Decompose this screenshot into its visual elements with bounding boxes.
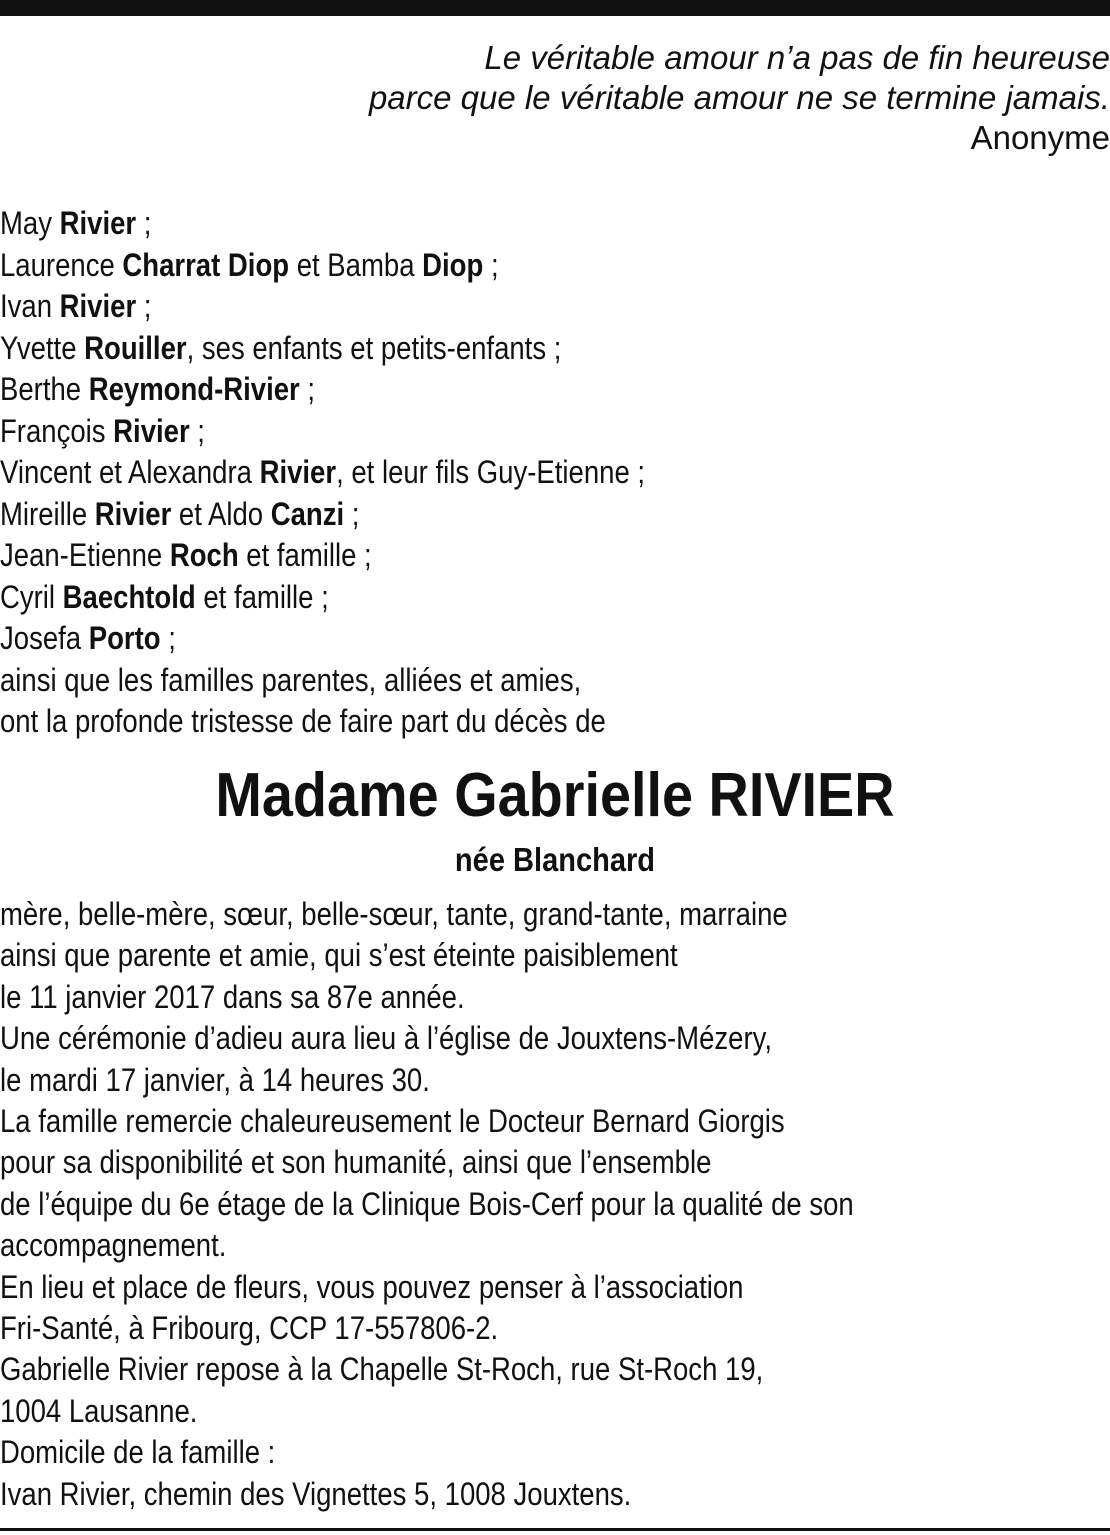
family-text: et Aldo bbox=[171, 495, 271, 532]
family-surname: Rivier bbox=[94, 495, 172, 532]
body-line: ainsi que parente et amie, qui s’est éteinte paisiblement bbox=[0, 937, 678, 974]
body-line: pour sa disponibilité et son humanité, ainsi que l’ensemble bbox=[0, 1144, 712, 1181]
family-text: et famille ; bbox=[195, 578, 329, 615]
body-line: le 11 janvier 2017 dans sa 87e année. bbox=[0, 978, 465, 1015]
top-rule bbox=[0, 0, 1110, 16]
family-surname: Baechtold bbox=[62, 578, 196, 615]
family-line bbox=[0, 203, 645, 245]
epigraph-quote bbox=[369, 38, 1110, 158]
family-line bbox=[0, 411, 645, 453]
family-surname: Rouiller bbox=[84, 329, 187, 366]
family-list bbox=[0, 203, 645, 743]
family-given: Vincent et Alexandra bbox=[0, 454, 260, 490]
family-given: François bbox=[0, 412, 114, 449]
family-line bbox=[0, 535, 645, 577]
family-text: et famille ; bbox=[238, 537, 372, 573]
family-text: ; bbox=[189, 412, 205, 449]
body-line: 1004 Lausanne. bbox=[0, 1392, 198, 1429]
family-line bbox=[0, 452, 645, 494]
family-surname: Rivier bbox=[59, 288, 137, 324]
family-surname: Charrat Diop bbox=[122, 246, 290, 283]
announce-line-2: ont la profonde tristesse de faire part du décès de bbox=[0, 703, 606, 739]
body-line: Ivan Rivier, chemin des Vignettes 5, 1008 Jouxtens. bbox=[0, 1475, 632, 1512]
family-surname: Roch bbox=[169, 537, 239, 573]
family-line bbox=[0, 577, 645, 619]
family-given: Cyril bbox=[0, 578, 63, 615]
family-line bbox=[0, 245, 645, 287]
family-text: ; bbox=[483, 246, 499, 283]
body-line: En lieu et place de fleurs, vous pouvez penser à l’association bbox=[0, 1268, 744, 1305]
family-text: ; bbox=[160, 620, 176, 656]
family-given: Mireille bbox=[0, 495, 95, 532]
family-line bbox=[0, 618, 645, 660]
notice-body bbox=[0, 894, 854, 1515]
family-surname: Rivier bbox=[59, 205, 137, 241]
family-given: Jean-Etienne bbox=[0, 537, 170, 573]
family-surname: Rivier bbox=[113, 412, 190, 449]
quote-line-2: parce que le véritable amour ne se termine jamais. bbox=[368, 79, 1110, 116]
body-line: de l’équipe du 6e étage de la Clinique Bois-Cerf pour la qualité de son bbox=[0, 1185, 854, 1222]
family-surname: Rivier bbox=[259, 454, 337, 490]
family-text: ; bbox=[136, 288, 152, 324]
family-text: ; bbox=[299, 371, 316, 407]
body-line: accompagnement. bbox=[0, 1227, 227, 1264]
body-line: Une cérémonie d’adieu aura lieu à l’église de Jouxtens-Mézery, bbox=[0, 1020, 772, 1057]
family-given: Ivan bbox=[0, 288, 60, 324]
family-given: Berthe bbox=[0, 371, 89, 407]
family-surname: Reymond-Rivier bbox=[88, 371, 300, 407]
family-text: et Bamba bbox=[289, 246, 423, 283]
family-line bbox=[0, 369, 645, 411]
bottom-rule bbox=[0, 1528, 1110, 1531]
family-given: Yvette bbox=[0, 329, 85, 366]
body-line: Domicile de la famille : bbox=[0, 1434, 276, 1471]
body-line: Gabrielle Rivier repose à la Chapelle St-Roch, rue St-Roch 19, bbox=[0, 1351, 764, 1388]
body-line: le mardi 17 janvier, à 14 heures 30. bbox=[0, 1061, 430, 1098]
family-text: ; bbox=[344, 495, 360, 532]
family-text: , ses enfants et petits-enfants ; bbox=[186, 329, 562, 366]
deceased-birth-name: née Blanchard bbox=[454, 841, 656, 878]
family-line bbox=[0, 328, 645, 370]
family-surname: Porto bbox=[88, 620, 161, 656]
deceased-heading bbox=[0, 758, 1110, 880]
family-surname: Canzi bbox=[270, 495, 345, 532]
family-line bbox=[0, 286, 645, 328]
quote-author: Anonyme bbox=[970, 119, 1110, 156]
announce-line-1: ainsi que les familles parentes, alliées et amies, bbox=[0, 661, 582, 698]
family-surname: Diop bbox=[422, 246, 484, 283]
family-text: ; bbox=[136, 205, 152, 241]
family-given: May bbox=[0, 205, 60, 241]
family-line bbox=[0, 494, 645, 536]
deceased-name: Madame Gabrielle RIVIER bbox=[215, 761, 895, 830]
body-line: Fri-Santé, à Fribourg, CCP 17-557806-2. bbox=[0, 1310, 499, 1347]
body-line: La famille remercie chaleureusement le Docteur Bernard Giorgis bbox=[0, 1103, 785, 1140]
body-line: mère, belle-mère, sœur, belle-sœur, tante, grand-tante, marraine bbox=[0, 896, 788, 932]
family-given: Josefa bbox=[0, 620, 89, 656]
family-text: , et leur fils Guy-Etienne ; bbox=[336, 454, 646, 490]
family-given: Laurence bbox=[0, 246, 123, 283]
quote-line-1: Le véritable amour n’a pas de fin heureuse bbox=[484, 39, 1110, 76]
